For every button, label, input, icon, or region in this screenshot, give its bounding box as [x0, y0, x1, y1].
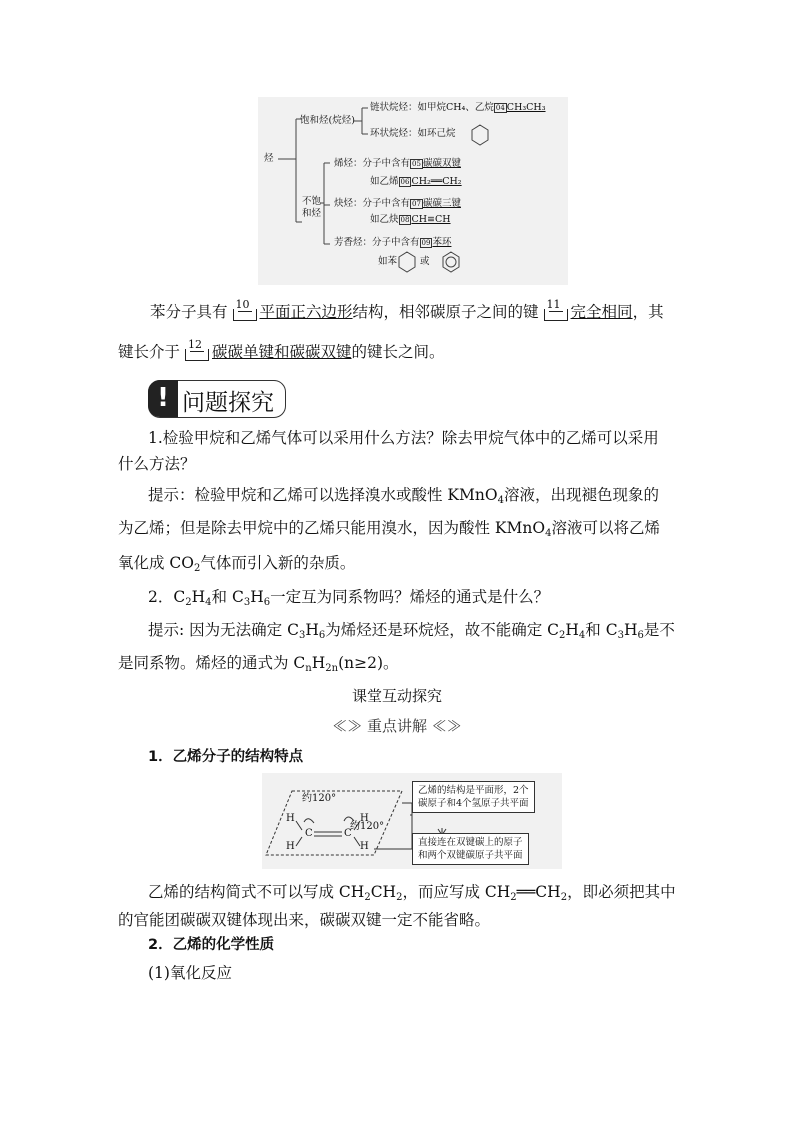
- class-aromatic-2: 如苯: [378, 256, 398, 267]
- point1-paragraph-line1: 乙烯的结构简式不可以写成 $CH_2CH_2$，而应写成 $CH_2══CH_2$，即必须把其中: [148, 883, 676, 903]
- class-saturated: 饱和烃(烷烃): [300, 115, 355, 126]
- atom-c1: C: [305, 828, 313, 839]
- benzene-paragraph-line1: 苯分子具有 10 平面正六边形结构，相邻碳原子之间的键 11 完全相同，其: [150, 298, 664, 321]
- q1-line1: 1.检验甲烷和乙烯气体可以采用什么方法？除去甲烷气体中的乙烯可以采用: [148, 429, 659, 447]
- q1-line2: 什么方法？: [118, 455, 196, 473]
- q1-hint-line2: 为乙烯；但是除去甲烷中的乙烯只能用溴水，因为酸性 KMnO$_4$溶液可以将乙烯: [118, 519, 660, 539]
- angle-label-right: 约120°: [350, 821, 385, 832]
- answer-blank-10: 10: [231, 300, 257, 322]
- class-chain-alkane: 链状烷烃：如甲烷CH₄、乙烷 04 CH₃CH₃: [370, 102, 546, 113]
- left-chevron-icon: ≪≫: [332, 717, 363, 735]
- class-alkyne-2: 如乙炔 08 CH≡CH: [370, 214, 451, 225]
- answer-blank-12: 12: [183, 340, 209, 362]
- class-alkyne-1: 炔烃：分子中含有 07 碳碳三键: [334, 198, 461, 209]
- class-root: 烃: [264, 153, 274, 164]
- class-aromatic-1: 芳香烃：分子中含有 09 苯环: [334, 237, 452, 248]
- inquiry-heading-title: 问题探究: [182, 390, 274, 416]
- q1-hint-line3: 氧化成 $CO_2$气体而引入新的杂质。: [118, 554, 356, 574]
- atom-h4: H: [360, 841, 369, 852]
- point2-title: 2．乙烯的化学性质: [148, 937, 275, 953]
- point1-paragraph-line2: 的官能团碳碳双键体现出来，碳碳双键一定不能省略。: [118, 911, 491, 929]
- note-planar-box: 乙烯的结构是平面形，2个 碳原子和4个氢原子共平面: [412, 781, 535, 813]
- q2-hint-line1: 提示: 因为无法确定 $C_3H_6$为烯烃还是环烷烃，故不能确定 $C_2H_4$和 $C_3H_6$是不: [148, 621, 675, 641]
- exclamation-icon: !: [148, 380, 178, 417]
- atom-h2: H: [286, 841, 295, 852]
- point2-subtitle: (1)氧化反应: [148, 964, 232, 982]
- point1-title: 1．乙烯分子的结构特点: [148, 749, 304, 765]
- class-unsaturated-1: 不饱: [302, 196, 322, 207]
- q1-hint-line1: 提示：检验甲烷和乙烯可以选择溴水或酸性 KMnO$_4$溶液，出现褪色现象的: [148, 486, 659, 506]
- section-subtitle: ≪≫ 重点讲解 ≪≫: [332, 717, 462, 735]
- right-chevron-icon: ≪≫: [431, 717, 462, 735]
- atom-h1: H: [286, 813, 295, 824]
- q2-hint-line2: 是同系物。烯烃的通式为 $C_nH_{2n}(n\ge 2)$。: [118, 654, 399, 674]
- atom-h3: H: [360, 813, 369, 824]
- atom-c2: C: [344, 828, 352, 839]
- class-aromatic-or: 或: [420, 256, 430, 267]
- class-alkene-2: 如乙烯 06 CH₂══CH₂: [370, 176, 462, 187]
- class-unsaturated-2: 和烃: [302, 208, 322, 219]
- section-title: 课堂互动探究: [351, 687, 442, 705]
- angle-label-top: 约120°: [302, 793, 337, 804]
- hydrocarbon-classification-figure: [258, 97, 568, 285]
- answer-blank-11: 11: [542, 300, 568, 322]
- note-coplanar-box: 直接连在双键碳上的原子 和两个双键碳原子共平面: [412, 833, 529, 865]
- class-cyclic-alkane: 环状烷烃：如环己烷: [370, 128, 456, 139]
- benzene-paragraph-line2: 键长介于 12 碳碳单键和碳碳双键的键长之间。: [118, 338, 445, 361]
- ethylene-structure-figure: [262, 773, 562, 869]
- class-alkene-1: 烯烃：分子中含有 05 碳碳双键: [334, 158, 461, 169]
- q2-line1: 2．$C_2H_4$和 $C_3H_6$一定互为同系物吗？烯烃的通式是什么？: [148, 588, 550, 608]
